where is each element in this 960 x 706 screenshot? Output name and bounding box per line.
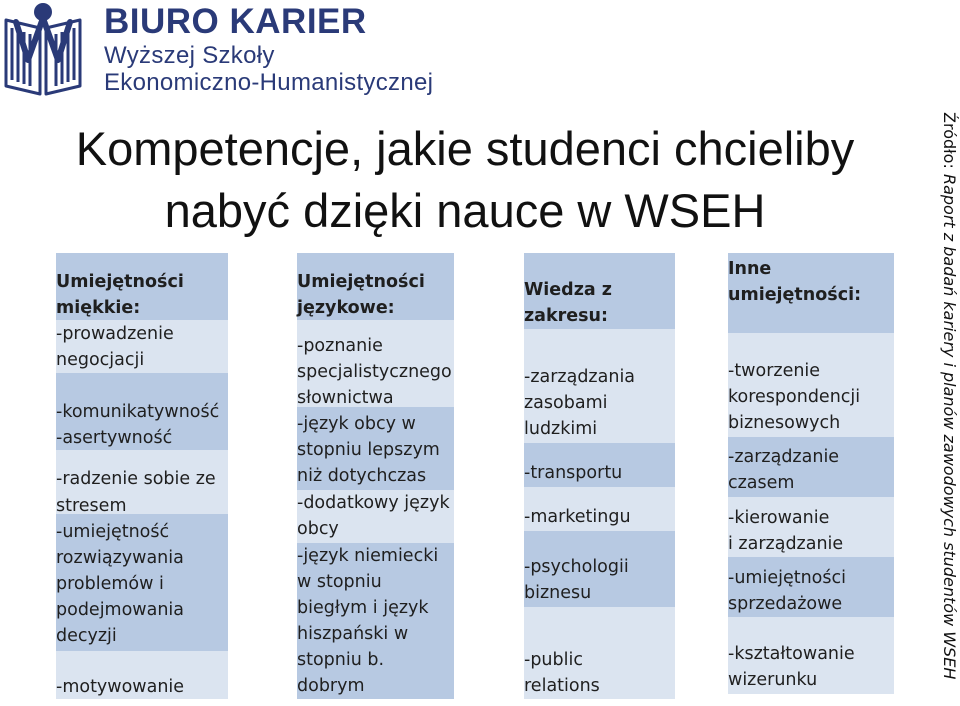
list-item-line: czasem (728, 473, 795, 493)
list-item-line: -język niemiecki (297, 546, 439, 566)
title-line1: Kompetencje, jakie studenci chcieliby (75, 122, 855, 175)
column-heading-line1: Umiejętności (56, 272, 184, 292)
list-item-line: wizerunku (728, 670, 818, 690)
list-item-line: -asertywność (56, 428, 173, 448)
list-item-line: -motywowanie (56, 677, 185, 697)
list-item-line: słownictwa (297, 388, 394, 408)
column-language-skills (297, 253, 454, 699)
organization-header (104, 2, 433, 96)
list-item-line: dobrym (297, 676, 365, 696)
list-item-line: sprzedażowe (728, 594, 843, 614)
list-item-line: -zarządzania (524, 367, 636, 387)
column-heading-line1: Inne (728, 259, 772, 279)
list-item-line: niż dotychczas (297, 466, 427, 486)
column-heading-line2: umiejętności: (728, 285, 862, 305)
list-item-line: stresem (56, 496, 127, 516)
list-item-line: -marketingu (524, 507, 631, 527)
list-item-line: -poznanie (297, 336, 383, 356)
list-item-line: biegłym i język (297, 598, 429, 618)
list-item-line: -język obcy w (297, 414, 416, 434)
list-item-line: decyzji (56, 626, 117, 646)
list-item-line: -kształtowanie (728, 644, 855, 664)
list-item-line: -umiejętności (728, 568, 846, 588)
list-item-line: negocjacji (56, 350, 145, 370)
list-item-line: korespondencji (728, 387, 861, 407)
list-item-line: -public (524, 650, 583, 670)
list-item-line: -radzenie sobie ze (56, 469, 216, 489)
list-item-line: -prowadzenie (56, 324, 174, 344)
list-item-line: stopniu b. (297, 650, 385, 670)
list-item-line: relations (524, 676, 600, 696)
column-heading-line2: miękkie: (56, 298, 141, 318)
org-subtitle-line1: Wyższej Szkoły (104, 42, 275, 69)
list-item-line: -komunikatywność (56, 402, 220, 422)
list-item-line: biznesowych (728, 413, 841, 433)
column-heading-line2: zakresu: (524, 306, 609, 326)
org-name: BIURO KARIER (104, 2, 367, 41)
biuro-karier-logo-icon (0, 0, 86, 98)
page-title (20, 118, 910, 242)
list-item-line: -kierowanie (728, 508, 830, 528)
list-item-line: -umiejętność (56, 522, 170, 542)
list-item-line: ludzkimi (524, 419, 598, 439)
list-item-line: i zarządzanie (728, 534, 844, 554)
source-text: Raport z badań kariery i planów zawodowych studentów WSEH (940, 173, 959, 680)
list-item-line: -psychologii (524, 557, 629, 577)
column-other-skills (728, 253, 894, 694)
list-item-line: -transportu (524, 463, 623, 483)
list-item-line: biznesu (524, 583, 592, 603)
column-soft-skills (56, 253, 228, 699)
list-item-line: obcy (297, 519, 339, 539)
column-heading-line1: Umiejętności (297, 272, 425, 292)
column-heading-line1: Wiedza z (524, 280, 612, 300)
source-note (940, 112, 959, 679)
list-item-line: -tworzenie (728, 361, 821, 381)
list-item-line: stopniu lepszym (297, 440, 440, 460)
list-item-line: specjalistycznego (297, 362, 452, 382)
column-knowledge (524, 253, 675, 699)
list-item-line: -dodatkowy język (297, 493, 450, 513)
list-item-line: rozwiązywania (56, 548, 184, 568)
column-heading-line2: językowe: (297, 298, 395, 318)
list-item-line: hiszpański w (297, 624, 409, 644)
list-item-line: problemów i (56, 574, 164, 594)
list-item-line: -zarządzanie (728, 447, 840, 467)
org-subtitle-line2: Ekonomiczno-Humanistycznej (104, 69, 434, 96)
source-label: Źródło: (940, 112, 959, 169)
list-item-line: w stopniu (297, 572, 382, 592)
title-line2: nabyć dzięki nauce w WSEH (164, 184, 766, 237)
list-item-line: podejmowania (56, 600, 185, 620)
list-item-line: zasobami (524, 393, 608, 413)
